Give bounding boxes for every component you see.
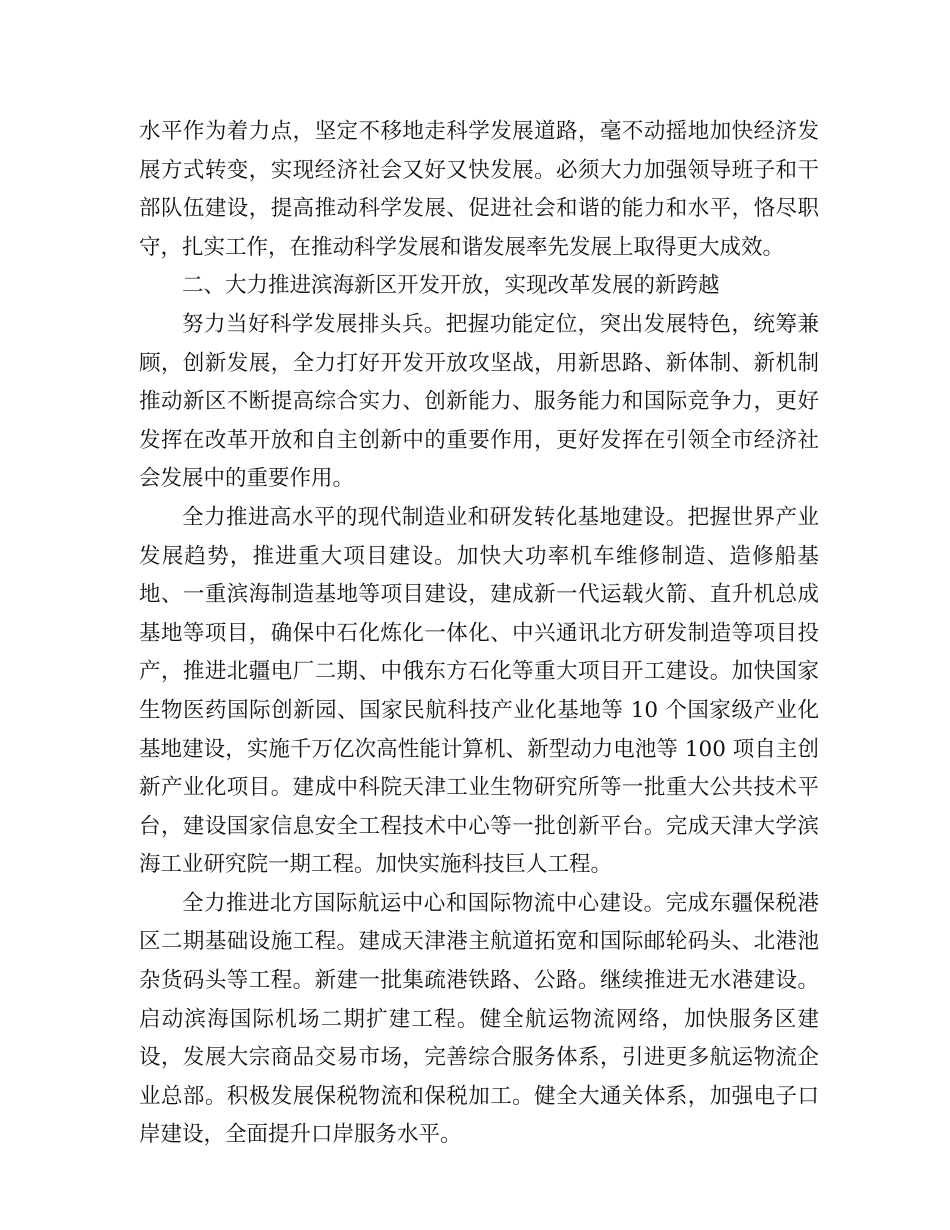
paragraph-science-development: 努力当好科学发展排头兵。把握功能定位，突出发展特色，统筹兼顾，创新发展，全力打好开发开放攻坚战，用新思路、新体制、新机制推动新区不断提高综合实力、创新能力、服务能力和国际竞争力，更好发挥在改革开放和自主创新中的重要作用，更好发挥在引领全市经济社会发展中的重要作用。: [139, 311, 819, 492]
paragraph-continuation: 水平作为着力点，坚定不移地走科学发展道路，毫不动摇地加快经济发展方式转变，实现经济社会又好又快发展。必须大力加强领导班子和干部队伍建设，提高推动科学发展、促进社会和谐的能力和水平，恪尽职守，扎实工作，在推动科学发展和谐发展率先发展上取得更大成效。: [139, 119, 819, 260]
document-page: [139, 113, 819, 1155]
paragraph-manufacturing-base: 全力推进高水平的现代制造业和研发转化基地建设。把握世界产业发展趋势，推进重大项目建设。加快大功率机车维修制造、造修船基地、一重滨海制造基地等项目建设，建成新一代运载火箭、直升机总成基地等项目，确保中石化炼化一体化、中兴通讯北方研发制造等项目投产，推进北疆电厂二期、中俄东方石化等重大项目开工建设。加快国家生物医药国际创新园、国家民航科技产业化基地等 10 个国家级产业化基地建设，实施千万亿次高性能计算机、新型动力电池等 100 项自主创新产业化项目。建成中科院天津工业生物研究所等一批重大公共技术平台，建设国家信息安全工程技术中心等一批创新平台。完成天津大学滨海工业研究院一期工程。加快实施科技巨人工程。: [139, 504, 819, 878]
section-heading-2: 二、大力推进滨海新区开发开放，实现改革发展的新跨越: [182, 273, 720, 299]
paragraph-shipping-logistics: 全力推进北方国际航运中心和国际物流中心建设。完成东疆保税港区二期基础设施工程。建成天津港主航道拓宽和国际邮轮码头、北港池杂货码头等工程。新建一批集疏港铁路、公路。继续推进无水港建设。启动滨海国际机场二期扩建工程。健全航运物流网络，加快服务区建设，发展大宗商品交易市场，完善综合服务体系，引进更多航运物流企业总部。积极发展保税物流和保税加工。健全大通关体系，加强电子口岸建设，全面提升口岸服务水平。: [139, 890, 819, 1148]
